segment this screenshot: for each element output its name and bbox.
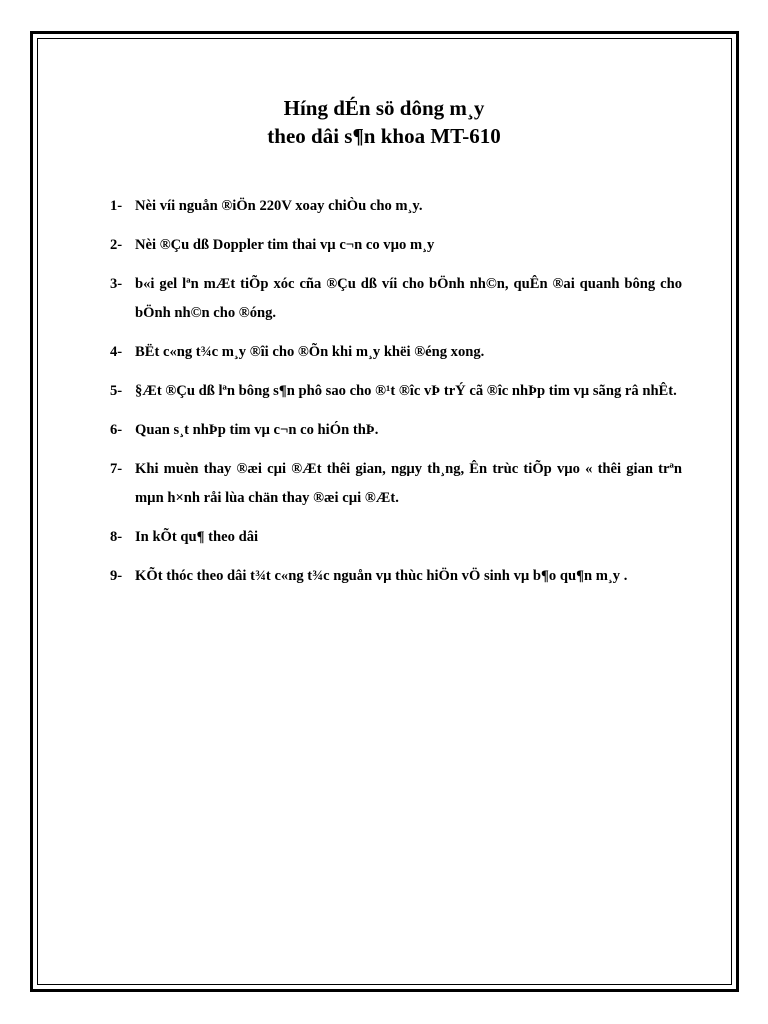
step-number: 5- [110, 383, 123, 399]
step-text: BËt c«ng t¾c m¸y ®îi cho ®Õn khi m¸y khëi ®éng xong. [135, 344, 485, 360]
instruction-step-3 [110, 270, 682, 328]
step-text: KÕt thóc theo dâi t¾t c«ng t¾c nguån vµ thùc hiÖn vÖ sinh vµ b¶o qu¶n m¸y . [135, 568, 628, 584]
step-number: 1- [110, 198, 123, 214]
step-text: Nèi víi nguån ®iÖn 220V xoay chiÒu cho m¸y. [135, 198, 423, 214]
instruction-step-7 [110, 455, 682, 513]
step-text: Nèi ®Çu dß Doppler tim thai vµ c¬n co vµo m¸y [135, 237, 435, 253]
step-text: Quan s¸t nhÞp tim vµ c¬n co hiÓn thÞ. [135, 422, 379, 438]
title-line-2: theo dâi s¶n khoa MT-610 [267, 124, 501, 148]
step-number: 7- [110, 461, 123, 477]
step-number: 9- [110, 568, 123, 584]
step-number: 2- [110, 237, 123, 253]
step-text: §Æt ®Çu dß lªn bông s¶n phô sao cho ®¹t ®îc vÞ trÝ cã ®îc nhÞp tim vµ sãng râ nhÊt. [135, 383, 677, 399]
instruction-step-2 [110, 231, 682, 260]
step-number: 8- [110, 529, 123, 545]
step-text: In kÕt qu¶ theo dâi [135, 529, 259, 545]
step-text: b«i gel lªn mÆt tiÕp xóc cña ®Çu dß víi cho bÖnh nh©n, quÊn ®ai quanh bông cho bÖnh nh©n cho ®óng. [135, 276, 682, 321]
document-title [0, 94, 768, 150]
instruction-step-8 [110, 523, 682, 552]
step-text: Khi muèn thay ®æi cµi ®Æt thêi gian, ngµy th¸ng, Ên trùc tiÕp vµo « thêi gian trªn mµn h×nh råi lùa chän thay ®æi cµi ®Æt. [135, 461, 682, 506]
instruction-step-6 [110, 416, 682, 445]
instruction-step-5 [110, 377, 682, 406]
step-number: 4- [110, 344, 123, 360]
instruction-steps-list [110, 192, 682, 601]
step-number: 3- [110, 276, 123, 292]
instruction-step-9 [110, 562, 682, 591]
title-line-1: Híng dÉn sö dông m¸y [283, 96, 485, 120]
instruction-step-1 [110, 192, 682, 221]
step-number: 6- [110, 422, 123, 438]
instruction-step-4 [110, 338, 682, 367]
